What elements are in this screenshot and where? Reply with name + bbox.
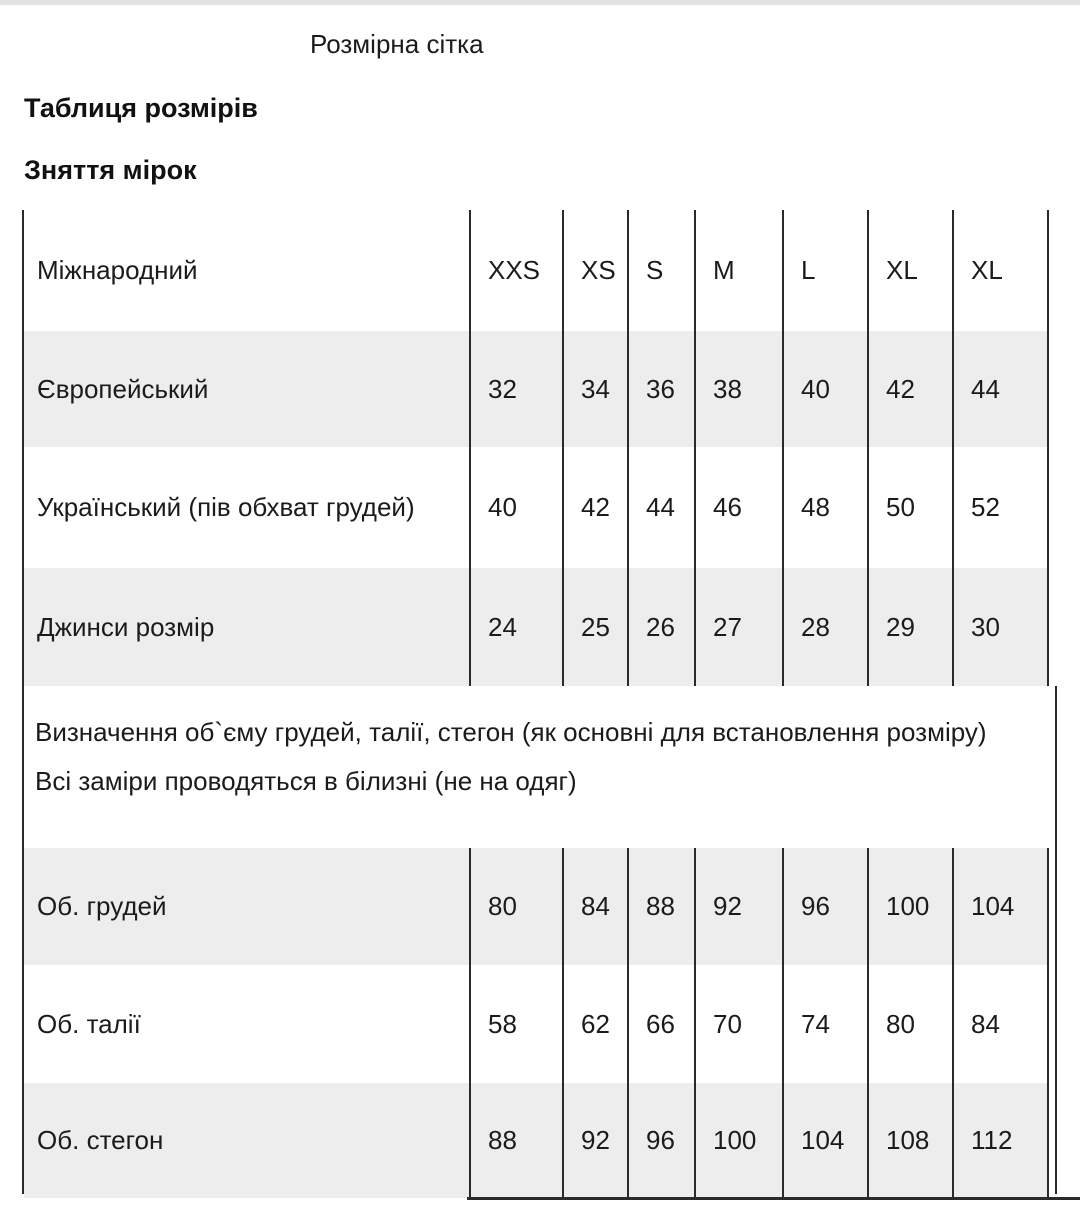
- top-edge-strip: [0, 0, 1080, 5]
- table-row: [24, 210, 1047, 331]
- size-conversion-table: [22, 210, 1049, 686]
- value-cell: XXS: [469, 210, 562, 331]
- heading-measurements: Зняття мірок: [24, 155, 197, 185]
- row-label: Об. стегон: [37, 1125, 164, 1155]
- note-line-1: Визначення об`єму грудей, талії, стегон (як основні для встановлення розміру): [35, 717, 987, 747]
- value-cell: 88: [469, 1083, 562, 1198]
- table-row: [24, 965, 1047, 1083]
- value-cell: 80: [867, 965, 952, 1083]
- value-cell: 26: [627, 568, 694, 686]
- value-cell: 84: [952, 965, 1047, 1083]
- table-row: [24, 331, 1047, 447]
- row-label: Європейський: [37, 373, 209, 404]
- bottom-rule: [467, 1197, 1080, 1200]
- value-cell: 112: [952, 1083, 1047, 1198]
- value-cell: 52: [952, 447, 1047, 568]
- table-row: [24, 1083, 1047, 1198]
- value-cell: 74: [782, 965, 867, 1083]
- heading-size-table: Таблиця розмірів: [24, 93, 258, 123]
- value-cell: 104: [782, 1083, 867, 1198]
- value-cell: 42: [867, 331, 952, 447]
- value-cell: 108: [867, 1083, 952, 1198]
- value-cell: 28: [782, 568, 867, 686]
- value-cell: XL: [867, 210, 952, 331]
- value-cell: 66: [627, 965, 694, 1083]
- value-cell: 27: [694, 568, 782, 686]
- value-cell: 42: [562, 447, 627, 568]
- value-cell: 100: [694, 1083, 782, 1198]
- value-cell: 36: [627, 331, 694, 447]
- measurement-notes: [24, 686, 1055, 848]
- value-cell: 92: [694, 848, 782, 965]
- row-label: Український (пів обхват грудей): [37, 492, 415, 522]
- value-cell: 34: [562, 331, 627, 447]
- value-cell: 40: [469, 447, 562, 568]
- value-cell: 84: [562, 848, 627, 965]
- note-line-2: Всі заміри проводяться в білизні (не на одяг): [35, 766, 577, 796]
- value-cell: L: [782, 210, 867, 331]
- value-cell: 92: [562, 1083, 627, 1198]
- value-cell: 46: [694, 447, 782, 568]
- row-label: Джинси розмір: [37, 611, 215, 642]
- value-cell: 100: [867, 848, 952, 965]
- value-cell: 38: [694, 331, 782, 447]
- value-cell: XL: [952, 210, 1047, 331]
- body-measurements-table: [24, 848, 1049, 1198]
- value-cell: 88: [627, 848, 694, 965]
- table-row: [24, 568, 1047, 686]
- value-cell: 50: [867, 447, 952, 568]
- value-cell: 29: [867, 568, 952, 686]
- value-cell: 62: [562, 965, 627, 1083]
- value-cell: S: [627, 210, 694, 331]
- page-title: Розмірна сітка: [310, 29, 484, 59]
- value-cell: M: [694, 210, 782, 331]
- value-cell: 96: [627, 1083, 694, 1198]
- value-cell: 24: [469, 568, 562, 686]
- row-label: Об. талії: [37, 1008, 141, 1039]
- row-label: Об. грудей: [37, 891, 167, 921]
- value-cell: 44: [952, 331, 1047, 447]
- row-label: Міжнародний: [37, 255, 198, 285]
- table-row: [24, 848, 1047, 965]
- value-cell: 40: [782, 331, 867, 447]
- value-cell: 32: [469, 331, 562, 447]
- value-cell: 48: [782, 447, 867, 568]
- value-cell: 58: [469, 965, 562, 1083]
- value-cell: 25: [562, 568, 627, 686]
- value-cell: 96: [782, 848, 867, 965]
- value-cell: 104: [952, 848, 1047, 965]
- value-cell: 70: [694, 965, 782, 1083]
- value-cell: 80: [469, 848, 562, 965]
- measurements-section: [22, 686, 1057, 1194]
- value-cell: XS: [562, 210, 627, 331]
- table-row: [24, 447, 1047, 568]
- value-cell: 44: [627, 447, 694, 568]
- value-cell: 30: [952, 568, 1047, 686]
